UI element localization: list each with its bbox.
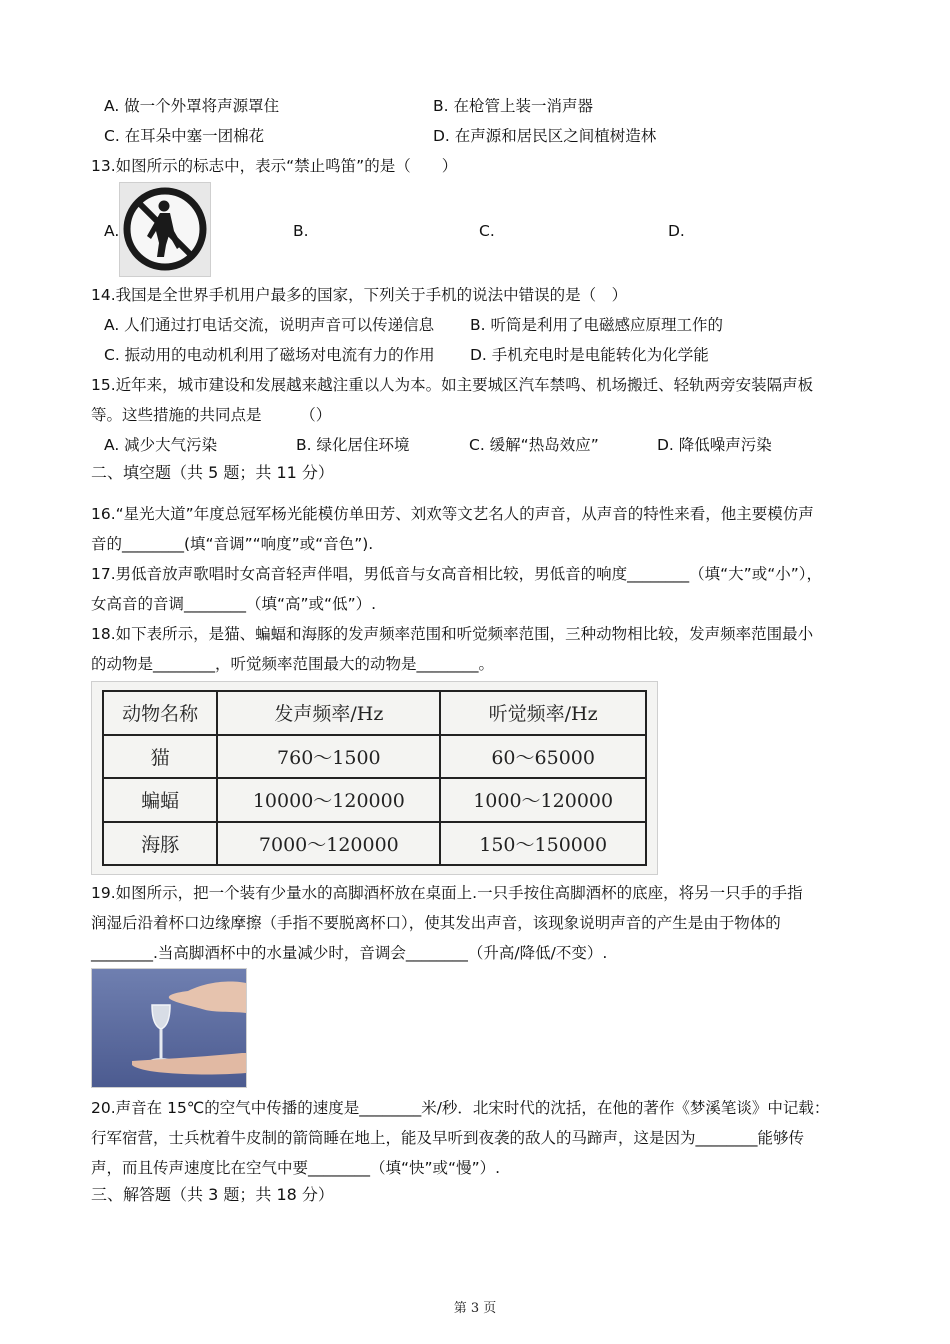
table-cell: 1000～120000: [440, 778, 646, 822]
page-number: 第 3 页: [453, 1301, 497, 1316]
section-2-heading: 二、填空题（共 5 题；共 11 分）: [91, 463, 334, 482]
table-cell: 10000～120000: [217, 778, 440, 822]
table-cell: 7000～120000: [217, 822, 440, 866]
q19-line1: 19.如图所示，把一个装有少量水的高脚酒杯放在桌面上.一只手按住高脚酒杯的底座，将另一只手的手指: [91, 884, 803, 902]
q15-stem-line1: 15.近年来，城市建设和发展越来越注重以人为本。如主要城区汽车禁鸣、机场搬迁、轻轨两旁安装隔声板: [91, 376, 814, 394]
q13-option-a: A.: [104, 222, 120, 240]
q14-option-b: B. 听筒是利用了电磁感应原理工作的: [470, 316, 723, 334]
table-cell: 海豚: [103, 822, 217, 866]
table-cell: 60～65000: [440, 735, 646, 779]
frequency-table-image: [91, 681, 658, 875]
table-cell: 蝙蝠: [103, 778, 217, 822]
table-row: [103, 822, 646, 866]
q13-option-d: D.: [668, 222, 685, 240]
wine-glass-hands-icon: [92, 969, 246, 1087]
q12-option-b: B. 在枪管上装一消声器: [433, 97, 593, 115]
no-pedestrian-sign-image: [119, 182, 211, 277]
q15-stem-line2: 等。这些措施的共同点是 （）: [91, 406, 332, 424]
table-header-cell: 听觉频率/Hz: [440, 691, 646, 735]
q15-option-a: A. 减少大气污染: [104, 436, 218, 454]
q20-line3: 声，而且传声速度比在空气中要________（填“快”或“慢”）.: [91, 1159, 501, 1177]
no-pedestrian-sign-icon: [120, 183, 210, 276]
q20-line2: 行军宿营，士兵枕着牛皮制的箭筒睡在地上，能及早听到夜袭的敌人的马蹄声，这是因为________能够传: [91, 1129, 805, 1147]
q17-line2: 女高音的音调________（填“高”或“低”）.: [91, 595, 377, 613]
q12-option-d: D. 在声源和居民区之间植树造林: [433, 127, 657, 145]
q13-stem: 13.如图所示的标志中，表示“禁止鸣笛”的是（ ）: [91, 157, 458, 175]
section-3-heading: 三、解答题（共 3 题；共 18 分）: [91, 1185, 334, 1204]
q14-option-c: C. 振动用的电动机利用了磁场对电流有力的作用: [104, 346, 435, 364]
q18-line2: 的动物是________，听觉频率范围最大的动物是________。: [91, 655, 495, 673]
q19-line3: ________.当高脚酒杯中的水量减少时，音调会________（升高/降低/不变）.: [91, 944, 608, 962]
wine-glass-photo: [91, 968, 247, 1088]
table-row: [103, 778, 646, 822]
table-header-row: [103, 691, 646, 735]
q17-line1: 17.男低音放声歌唱时女高音轻声伴唱，男低音与女高音相比较，男低音的响度________（填“大”或“小”），: [91, 565, 823, 583]
table-cell: 150～150000: [440, 822, 646, 866]
table-cell: 猫: [103, 735, 217, 779]
q15-option-d: D. 降低噪声污染: [657, 436, 772, 454]
q15-option-c: C. 缓解“热岛效应”: [469, 436, 599, 454]
q14-option-d: D. 手机充电时是电能转化为化学能: [470, 346, 709, 364]
q14-option-a: A. 人们通过打电话交流，说明声音可以传递信息: [104, 316, 435, 334]
q13-option-c: C.: [479, 222, 495, 240]
q19-line2: 润湿后沿着杯口边缘摩擦（手指不要脱离杯口），使其发出声音，该现象说明声音的产生是由于物体的: [91, 914, 781, 932]
q16-line1: 16.“星光大道”年度总冠军杨光能模仿单田芳、刘欢等文艺名人的声音，从声音的特性来看，他主要模仿声: [91, 505, 814, 523]
q15-option-b: B. 绿化居住环境: [296, 436, 410, 454]
q12-option-c: C. 在耳朵中塞一团棉花: [104, 127, 265, 145]
q16-line2: 音的________(填“音调”“响度”或“音色”).: [91, 535, 374, 553]
frequency-table: [102, 690, 647, 866]
q13-option-b: B.: [293, 222, 309, 240]
table-header-cell: 发声频率/Hz: [217, 691, 440, 735]
table-cell: 760～1500: [217, 735, 440, 779]
table-row: [103, 735, 646, 779]
q18-line1: 18.如下表所示，是猫、蝙蝠和海豚的发声频率范围和听觉频率范围，三种动物相比较，发声频率范围最小: [91, 625, 814, 643]
table-header-cell: 动物名称: [103, 691, 217, 735]
q14-stem: 14.我国是全世界手机用户最多的国家，下列关于手机的说法中错误的是（ ）: [91, 286, 628, 304]
q20-line1: 20.声音在 15℃的空气中传播的速度是________米/秒．北宋时代的沈括，在他的著作《梦溪笔谈》中记载：: [91, 1099, 830, 1117]
q12-option-a: A. 做一个外罩将声源罩住: [104, 97, 280, 115]
